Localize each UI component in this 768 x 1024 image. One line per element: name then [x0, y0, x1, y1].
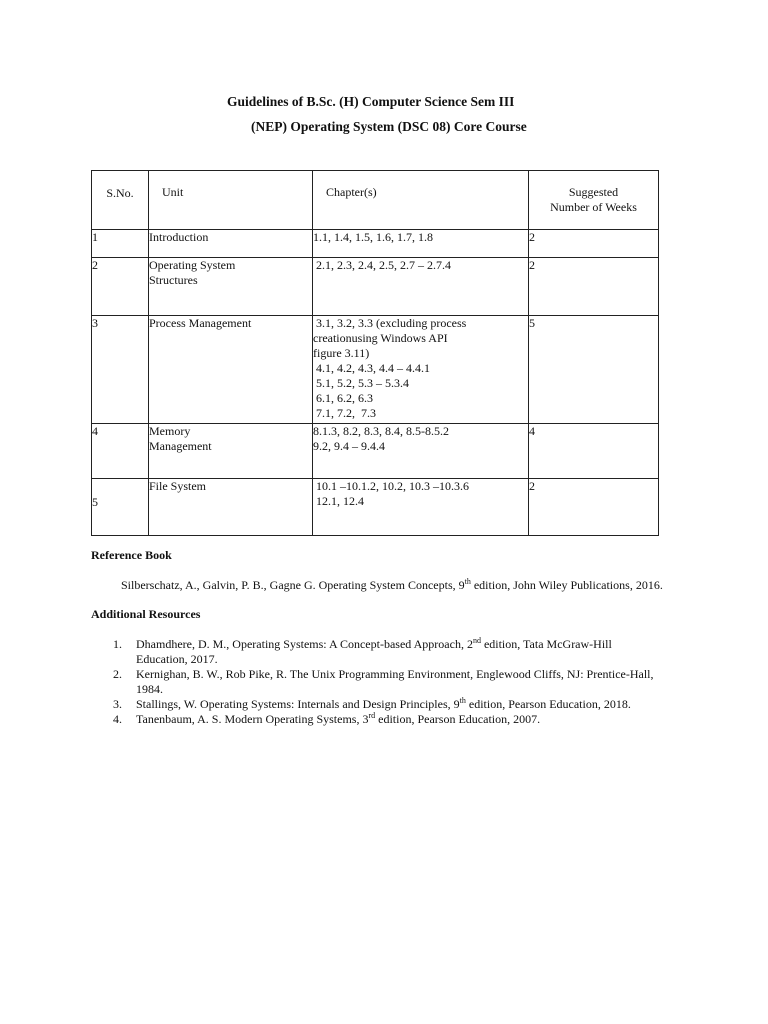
row-unit-line: File System: [149, 479, 207, 493]
row-unit-line: Operating System: [149, 258, 236, 272]
column-header-weeks-line2: Number of Weeks: [550, 200, 637, 214]
row-chapters-line: 6.1, 6.2, 6.3: [313, 391, 373, 405]
list-item: [91, 712, 691, 727]
document-title: Guidelines of B.Sc. (H) Computer Science Sem III: [227, 94, 515, 109]
syllabus-table: [91, 170, 659, 536]
list-item-continuation: Education, 2017.: [136, 652, 218, 666]
column-header-weeks-line1: Suggested: [568, 185, 619, 199]
table-header-row: [92, 171, 659, 230]
row-chapters-line: creationusing Windows API: [313, 331, 448, 345]
row-chapters: [313, 258, 529, 316]
table-row: [92, 230, 659, 258]
list-item-continuation: 1984.: [136, 682, 163, 696]
row-weeks: 2: [529, 479, 659, 536]
row-unit-line: Structures: [149, 273, 198, 287]
list-item: [91, 667, 691, 697]
table-row: [92, 479, 659, 536]
reference-text-rest: edition, John Wiley Publications, 2016.: [470, 578, 663, 592]
list-item-number: 3.: [113, 697, 122, 711]
row-unit: [149, 316, 313, 424]
column-header-sno: S.No.: [92, 171, 149, 230]
row-chapters: [313, 230, 529, 258]
list-item-number: 4.: [113, 712, 122, 726]
row-chapters-line: 3.1, 3.2, 3.3 (excluding process: [313, 316, 467, 330]
list-item: [91, 637, 691, 667]
row-chapters-line: 10.1 –10.1.2, 10.2, 10.3 –10.3.6: [313, 479, 469, 493]
column-header-weeks: [529, 171, 659, 230]
row-unit: [149, 424, 313, 479]
list-item-sup: rd: [368, 711, 376, 720]
row-chapters-line: 2.1, 2.3, 2.4, 2.5, 2.7 – 2.7.4: [313, 258, 451, 272]
reference-sup: th: [464, 577, 471, 586]
row-weeks: 2: [529, 230, 659, 258]
reference-text: [121, 578, 663, 593]
list-item-text-rest: edition, Tata McGraw-Hill: [480, 637, 612, 651]
table-row: [92, 258, 659, 316]
row-unit-line: Management: [149, 439, 212, 453]
row-unit-line: Memory: [149, 424, 191, 438]
document-subtitle: (NEP) Operating System (DSC 08) Core Course: [251, 119, 527, 134]
row-chapters: [313, 479, 529, 536]
additional-resources-heading: Additional Resources: [91, 607, 201, 621]
row-sno: 4: [92, 424, 149, 479]
row-weeks: 2: [529, 258, 659, 316]
row-chapters-line: 8.1.3, 8.2, 8.3, 8.4, 8.5-8.5.2: [313, 424, 449, 438]
list-item-text: Kernighan, B. W., Rob Pike, R. The Unix Programming Environment, Englewood Cliffs, NJ: Prentice-Hall,: [136, 667, 654, 681]
row-chapters-line: figure 3.11): [313, 346, 370, 360]
row-chapters-line: 5.1, 5.2, 5.3 – 5.3.4: [313, 376, 409, 390]
list-item-text: Stallings, W. Operating Systems: Internals and Design Principles, 9: [136, 697, 460, 711]
row-sno: 2: [92, 258, 149, 316]
row-chapters-line: 9.2, 9.4 – 9.4.4: [313, 439, 385, 453]
row-sno: 5: [92, 479, 149, 536]
row-chapters-line: 7.1, 7.2, 7.3: [313, 406, 376, 420]
list-item-text: Dhamdhere, D. M., Operating Systems: A Concept-based Approach, 2: [136, 637, 473, 651]
row-sno: 3: [92, 316, 149, 424]
row-unit-line: Process Management: [149, 316, 252, 330]
list-item-text-rest: edition, Pearson Education, 2007.: [375, 712, 541, 726]
list-item-text: Tanenbaum, A. S. Modern Operating Systems, 3: [136, 712, 369, 726]
list-item-text-rest: edition, Pearson Education, 2018.: [465, 697, 631, 711]
list-item-sup: nd: [472, 636, 481, 645]
list-item-number: 2.: [113, 667, 122, 681]
row-unit-line: Introduction: [149, 230, 209, 244]
reference-heading: Reference Book: [91, 548, 172, 562]
row-chapters: [313, 316, 529, 424]
row-unit: [149, 479, 313, 536]
additional-resources-list: [91, 637, 691, 727]
row-chapters: [313, 424, 529, 479]
list-item: [91, 697, 691, 712]
list-item-sup: th: [459, 696, 466, 705]
row-chapters-line: 1.1, 1.4, 1.5, 1.6, 1.7, 1.8: [313, 230, 433, 244]
column-header-unit: Unit: [149, 171, 313, 230]
table-row: [92, 424, 659, 479]
row-unit: [149, 230, 313, 258]
list-item-number: 1.: [113, 637, 122, 651]
row-weeks: 5: [529, 316, 659, 424]
column-header-chapters: Chapter(s): [313, 171, 529, 230]
row-chapters-line: 4.1, 4.2, 4.3, 4.4 – 4.4.1: [313, 361, 430, 375]
reference-text-main: Silberschatz, A., Galvin, P. B., Gagne G. Operating System Concepts, 9: [121, 578, 465, 592]
table-row: [92, 316, 659, 424]
row-sno: 1: [92, 230, 149, 258]
row-unit: [149, 258, 313, 316]
row-weeks: 4: [529, 424, 659, 479]
row-chapters-line: 12.1, 12.4: [313, 494, 364, 508]
